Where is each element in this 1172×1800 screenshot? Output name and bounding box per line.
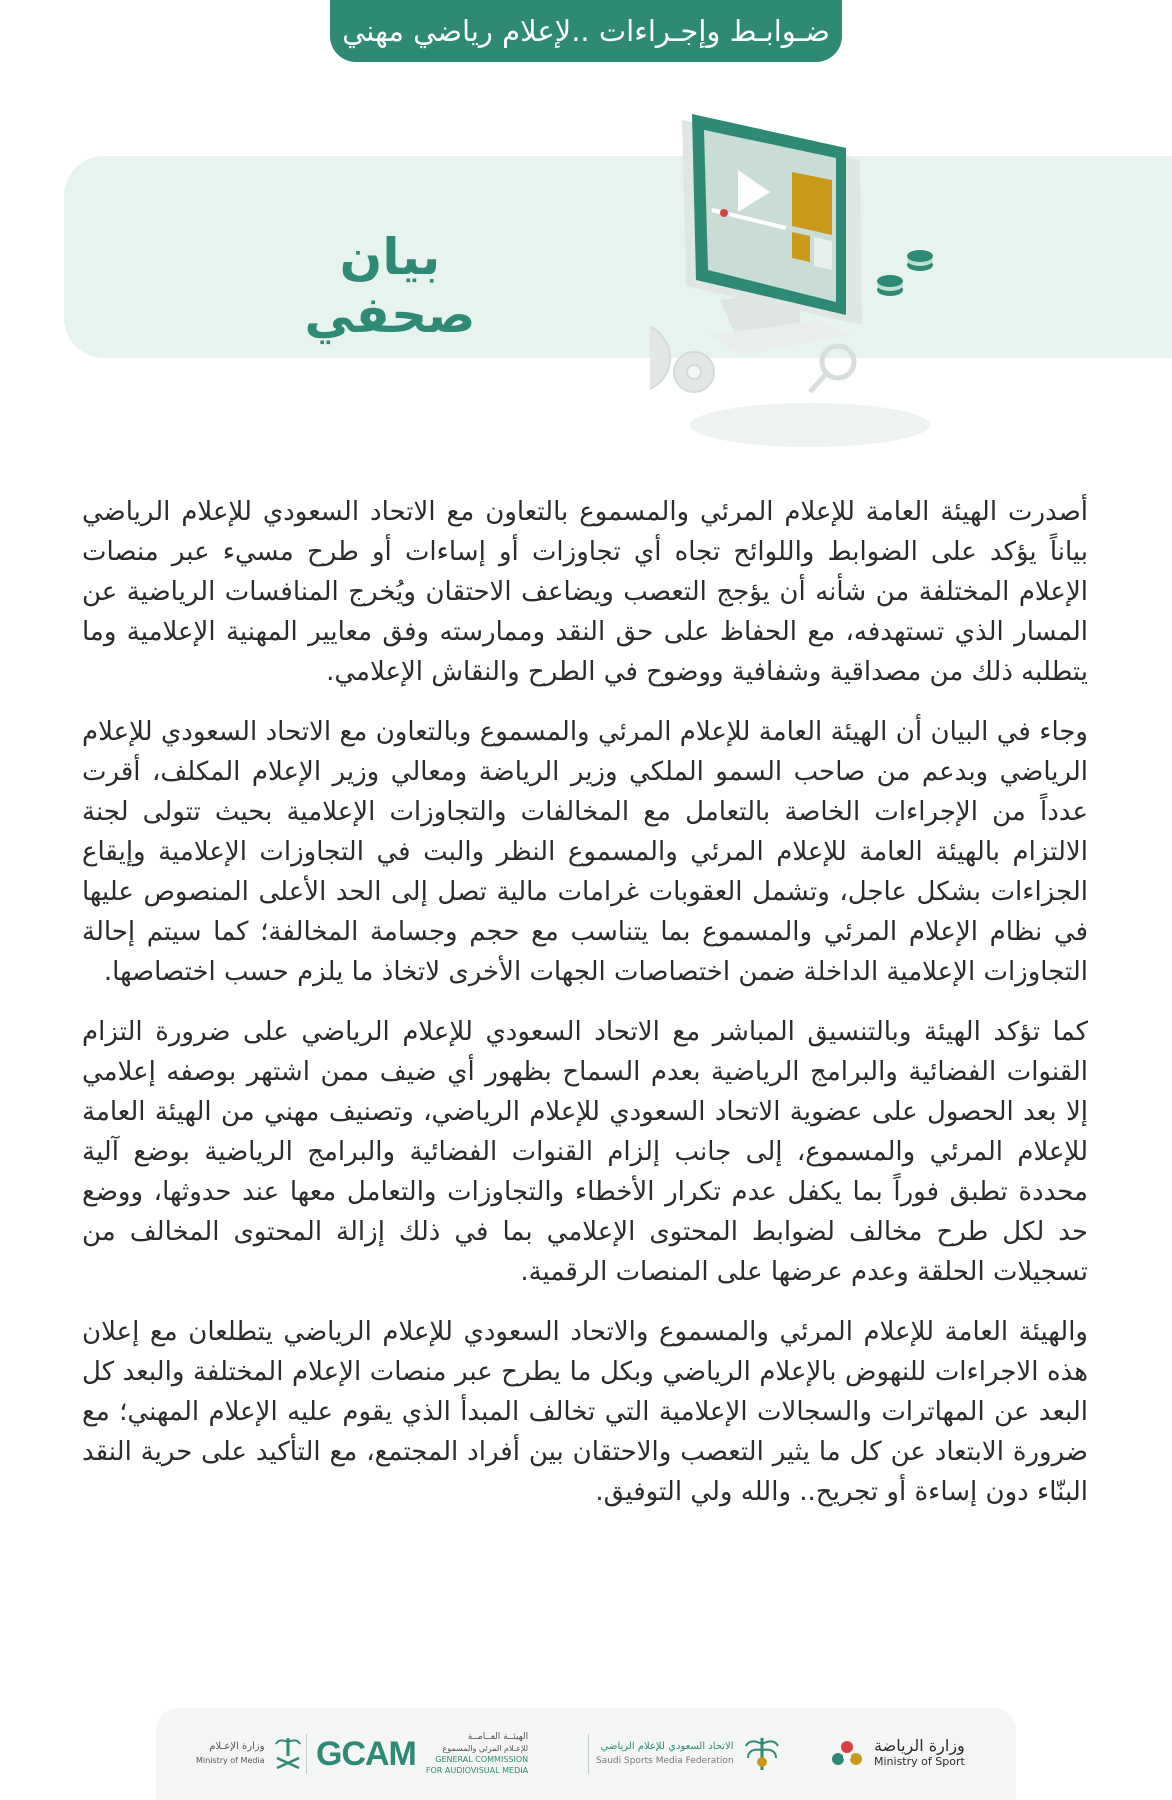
- ministry-media-en: Ministry of Media: [196, 1756, 265, 1765]
- paragraph-1: أصدرت الهيئة العامة للإعلام المرئي والمسموع بالتعاون مع الاتحاد السعودي للإعلام الرياضي بياناً يؤكد على الضوابط واللوائح تجاه أي تجاوزات أو إساءات أو طرح مسيء عبر منصات الإعلام المختلفة من شأنه أن يؤجج التعصب ويضاعف الاحتقان ويُخرج المنافسات الرياضية عن المسار الذي تستهدفه، مع الحفاظ على حق النقد وممارسته وفق معايير المهنية الإعلامية وما يتطلبه ذلك من مصداقية وشفافية ووضوح في الطرح والنقاش الإعلامي.: [82, 497, 1088, 687]
- gcam-ar-line2: للإعـلام المرئي والمسموع: [442, 1744, 529, 1753]
- paragraph-4: والهيئة العامة للإعلام المرئي والمسموع والاتحاد السعودي للإعلام الرياضي يتطلعان مع إعلان هذه الاجراءات للنهوض بالإعلام الرياضي وبكل ما يطرح عبر منصات الإعلام المختلفة والبعد كل البعد عن المهاترات والسجالات الإعلامية التي تخالف المبدأ الذي يقوم عليه الإعلام المهني؛ مع ضرورة الابتعاد عن كل ما يثير التعصب والاحتقان بين أفراد المجتمع، مع التأكيد على حرية النقد البنّاء دون إساءة أو تجريح.. والله ولي التوفيق.: [82, 1317, 1088, 1507]
- gcam-logo: [316, 1708, 576, 1800]
- federation-en: Saudi Sports Media Federation: [596, 1756, 734, 1766]
- sport-emblem-icon: [828, 1735, 866, 1773]
- page-title: بيان صحفي: [304, 228, 476, 344]
- gcam-ar-line1: الهيئــة العــامــة: [467, 1732, 529, 1742]
- ministry-of-sport-logo: [828, 1708, 1008, 1800]
- ministry-sport-en: Ministry of Sport: [874, 1755, 965, 1768]
- federation-logo: [596, 1708, 816, 1800]
- ministry-of-media-logo: [196, 1708, 306, 1800]
- magnifier-icon: [810, 346, 854, 392]
- federation-ar: الاتحاد السعودي للإعلام الرياضي: [600, 1741, 734, 1752]
- palm-emblem-icon: [742, 1732, 782, 1776]
- paragraph-2: وجاء في البيان أن الهيئة العامة للإعلام المرئي والمسموع وبالتعاون مع الاتحاد السعودي للإعلام الرياضي وبدعم من صاحب السمو الملكي وزير الرياضة ومعالي وزير الإعلام المكلف، أقرت عدداً من الإجراءات الخاصة بالتعامل مع المخالفات والتجاوزات الإعلامية بحيث تتولى لجنة الالتزام بالهيئة العامة للإعلام المرئي والمسموع النظر والبت في التجاوزات الإعلامية وإيقاع الجزاءات بشكل عاجل، وتشمل العقوبات غرامات مالية تصل إلى الحد الأعلى المنصوص عليها في نظام الإعلام المرئي والمسموع بما يتناسب مع حجم وجسامة المخالفة؛ كما سيتم إحالة التجاوزات الإعلامية الداخلة ضمن اختصاصات الجهات الأخرى لاتخاذ ما يلزم حسب اختصاصها.: [82, 717, 1088, 987]
- footer-logo-bar: [156, 1708, 1016, 1800]
- coin-stack-icon: [877, 250, 933, 296]
- article-body: [82, 492, 1088, 1532]
- gcam-en-line2: FOR AUDIOVISUAL MEDIA: [425, 1766, 529, 1775]
- monitor-illustration: [650, 100, 1100, 460]
- gear-small-icon: [674, 352, 714, 392]
- ministry-media-ar: وزارة الإعـلام: [209, 1741, 265, 1752]
- paragraph-3: كما تؤكد الهيئة وبالتنسيق المباشر مع الاتحاد السعودي للإعلام الرياضي على ضرورة التزام القنوات الفضائية والبرامج الرياضية بعدم السماح بظهور أي ضيف ممن اشتهر بوصفه إعلامي إلا بعد الحصول على عضوية الاتحاد السعودي للإعلام الرياضي، وتصنيف مهني من الهيئة العامة للإعلام المرئي والمسموع، إلى جانب إلزام القنوات الفضائية والبرامج الرياضية بوضع آلية محددة تطبق فوراً بما يكفل عدم تكرار الأخطاء والتجاوزات والتعامل معها عند حدوثها، ووضع حد لكل طرح مخالف لضوابط المحتوى الإعلامي بما في ذلك إزالة المحتوى المخالف من تسجيلات الحلقة وعدم عرضها على المنصات الرقمية.: [82, 1017, 1088, 1287]
- ministry-sport-ar: وزارة الرياضة: [874, 1736, 965, 1755]
- saudi-emblem-icon: [273, 1734, 303, 1774]
- gear-icon: [650, 324, 670, 392]
- footer-divider: [588, 1734, 589, 1774]
- gcam-logo-mark: GCAM: [316, 1734, 416, 1773]
- footer-divider: [306, 1734, 307, 1774]
- header-tab: [330, 0, 842, 62]
- header-tab-label: ضـوابـط وإجـراءات ..لإعلام رياضي مهني: [342, 14, 830, 48]
- gcam-en-line1: GENERAL COMMISSION: [435, 1755, 529, 1764]
